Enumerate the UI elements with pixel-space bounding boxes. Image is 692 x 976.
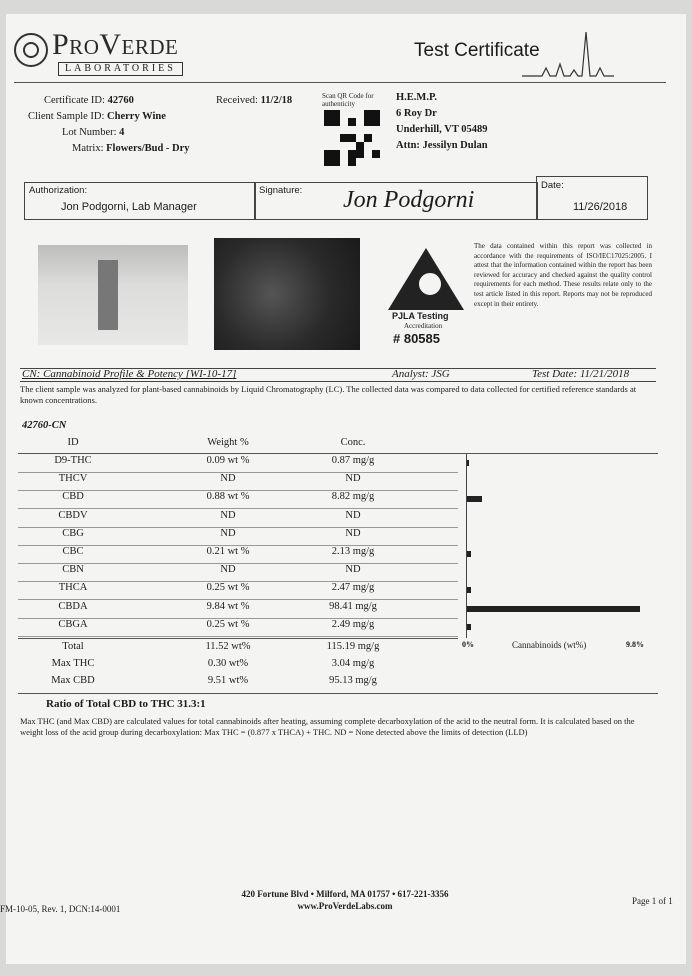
cell-conc: 2.49 mg/g — [331, 618, 375, 630]
total-id: Max CBD — [51, 675, 95, 686]
cell-id: THCV — [58, 473, 88, 485]
authorization-box — [24, 182, 256, 220]
chart-bar-thca — [467, 587, 471, 593]
cell-conc: 0.87 mg/g — [331, 455, 375, 466]
chart-tick-max: 9.8% — [626, 640, 644, 649]
chart-bar-cbd — [467, 496, 482, 502]
header-id: ID — [67, 437, 79, 448]
client-sample-id: Client Sample ID: Cherry Wine — [28, 111, 166, 122]
cell-conc: 2.47 mg/g — [331, 582, 375, 594]
footer-website[interactable]: www.ProVerdeLabs.com — [297, 901, 393, 911]
chart-bar-d9-thc — [467, 460, 469, 466]
section-title: CN: Cannabinoid Profile & Potency [WI-10-17] — [22, 368, 237, 380]
received-date: Received: 11/2/18 — [216, 95, 293, 106]
certificate-id: Certificate ID: 42760 — [44, 95, 134, 106]
cell-conc: 98.41 mg/g — [329, 600, 377, 612]
authorization-date: 11/26/2018 — [573, 201, 628, 213]
cell-id: CBDA — [58, 600, 88, 612]
footer-address-block — [200, 888, 490, 912]
table-row — [18, 473, 458, 489]
total-conc: 95.13 mg/g — [329, 675, 377, 686]
cell-weight: 0.21 wt % — [206, 546, 250, 557]
pjla-accreditation: Accreditation — [404, 322, 443, 330]
table-row — [18, 546, 458, 562]
qr-label: Scan QR Code for authenticity — [322, 92, 374, 108]
total-id: Total — [62, 641, 84, 652]
header-weight: Weight % — [207, 437, 249, 448]
cell-conc: ND — [345, 473, 361, 485]
footnote: Max THC (and Max CBD) are calculated values for total cannabinoids after heating, assuming complete decarboxylation of the acid to the neutral form. It is calculated based on the weight loss of the acid group during decarboxylation: Max THC = (0.877 x THCA) + THC. ND = None detected above the limits of detection (LLD) — [20, 716, 635, 737]
cell-weight: 0.25 wt % — [206, 618, 250, 630]
cell-conc: ND — [345, 527, 361, 539]
chart-bar-cbc — [467, 551, 471, 557]
chart-bar-cbda — [467, 606, 640, 612]
total-weight: 9.51 wt% — [207, 675, 249, 686]
table-row — [18, 564, 458, 580]
client-name: H.E.M.P. — [396, 92, 438, 103]
logo-wordmark: ProVerde — [52, 28, 179, 61]
table-row — [18, 510, 458, 526]
table-row — [18, 528, 458, 544]
totals-row — [18, 675, 458, 691]
cannabinoid-bar-chart — [466, 454, 643, 638]
cell-id: D9-THC — [54, 455, 92, 466]
cell-weight: ND — [220, 509, 236, 521]
table-header — [18, 437, 458, 453]
pjla-logo-atom-icon — [416, 270, 444, 298]
sample-photo — [38, 245, 188, 345]
signature: Jon Podgorni — [343, 187, 475, 213]
pjla-number: # 80585 — [393, 331, 440, 346]
authorizer-name: Jon Podgorni, Lab Manager — [61, 201, 197, 213]
form-number: FM-10-05, Rev. 1, DCN:14-0001 — [0, 904, 121, 914]
date-label: Date: — [541, 180, 564, 191]
matrix: Matrix: Flowers/Bud - Dry — [72, 143, 190, 154]
cell-conc: 2.13 mg/g — [331, 546, 375, 557]
totals-row — [18, 641, 458, 657]
total-conc: 115.19 mg/g — [326, 641, 380, 652]
logo-subtitle: LABORATORIES — [58, 62, 183, 76]
cell-id: CBGA — [58, 618, 88, 630]
cbd-thc-ratio: Ratio of Total CBD to THC 31.3:1 — [46, 698, 206, 710]
header-conc: Conc. — [340, 437, 366, 448]
authorization-label: Authorization: — [29, 185, 88, 196]
cell-conc: ND — [345, 509, 361, 521]
qr-code-icon[interactable] — [324, 110, 380, 166]
cell-weight: 9.84 wt % — [206, 600, 250, 612]
chromatogram-icon — [522, 28, 614, 78]
table-row — [18, 491, 458, 507]
cell-id: CBG — [62, 527, 84, 539]
table-row — [18, 619, 458, 635]
totals-divider — [18, 638, 458, 639]
total-id: Max THC — [51, 658, 95, 669]
lot-number: Lot Number: 4 — [62, 127, 125, 138]
cell-id: CBC — [62, 546, 84, 557]
logo-icon — [14, 33, 48, 67]
client-street: 6 Roy Dr — [396, 108, 437, 119]
totals-row — [18, 658, 458, 674]
method-intro: The client sample was analyzed for plant-based cannabinoids by Liquid Chromatography (LC). The collected data was compared to data collected for certified reference standards at known concentrations. — [20, 384, 637, 405]
cell-weight: 0.09 wt % — [206, 455, 250, 466]
total-weight: 11.52 wt% — [205, 641, 251, 652]
sample-closeup-photo — [214, 238, 360, 350]
analyst: Analyst: JSG — [392, 368, 450, 380]
section-header — [20, 368, 656, 382]
table-row — [18, 455, 458, 471]
disclaimer-text: The data contained within this report was collected in accordance with the requirements of ISO/IEC17025:2005. I attest that the information contained within the report has been reviewed for accuracy and checked against the quality control requirements for each method. These results relate only to the test article listed in this report. Reports may not be reproduced except in their entirety. — [474, 242, 652, 308]
chart-bar-cbga — [467, 624, 471, 630]
row-divider — [18, 636, 458, 637]
cell-weight: 0.88 wt % — [206, 491, 250, 503]
sample-code: 42760-CN — [22, 420, 67, 431]
cell-weight: ND — [220, 473, 236, 485]
cell-weight: ND — [220, 564, 236, 576]
date-box — [536, 176, 648, 220]
chart-tick-min: 0% — [462, 640, 474, 649]
cell-conc: 8.82 mg/g — [331, 491, 375, 503]
cell-id: CBDV — [58, 509, 88, 521]
cell-conc: ND — [345, 564, 361, 576]
pjla-name: PJLA Testing — [392, 311, 449, 321]
client-attn: Attn: Jessilyn Dulan — [396, 140, 488, 151]
table-row — [18, 582, 458, 598]
page-title: Test Certificate — [414, 40, 540, 61]
signature-box — [254, 182, 538, 220]
page-number: Page 1 of 1 — [632, 896, 673, 906]
header-divider — [14, 82, 666, 83]
footer-address: 420 Fortune Blvd • Milford, MA 01757 • 617-221-3356 — [241, 889, 449, 899]
cell-weight: ND — [220, 527, 236, 539]
ratio-divider — [18, 693, 658, 694]
total-weight: 0.30 wt% — [207, 658, 249, 669]
cell-weight: 0.25 wt % — [206, 582, 250, 594]
cell-id: CBD — [62, 491, 84, 503]
table-row — [18, 601, 458, 617]
total-conc: 3.04 mg/g — [331, 658, 375, 669]
test-date: Test Date: 11/21/2018 — [532, 368, 630, 380]
cell-id: THCA — [58, 582, 88, 594]
client-city: Underhill, VT 05489 — [396, 124, 488, 135]
chart-xlabel: Cannabinoids (wt%) — [512, 640, 587, 650]
signature-label: Signature: — [259, 185, 303, 196]
cell-id: CBN — [62, 564, 84, 576]
